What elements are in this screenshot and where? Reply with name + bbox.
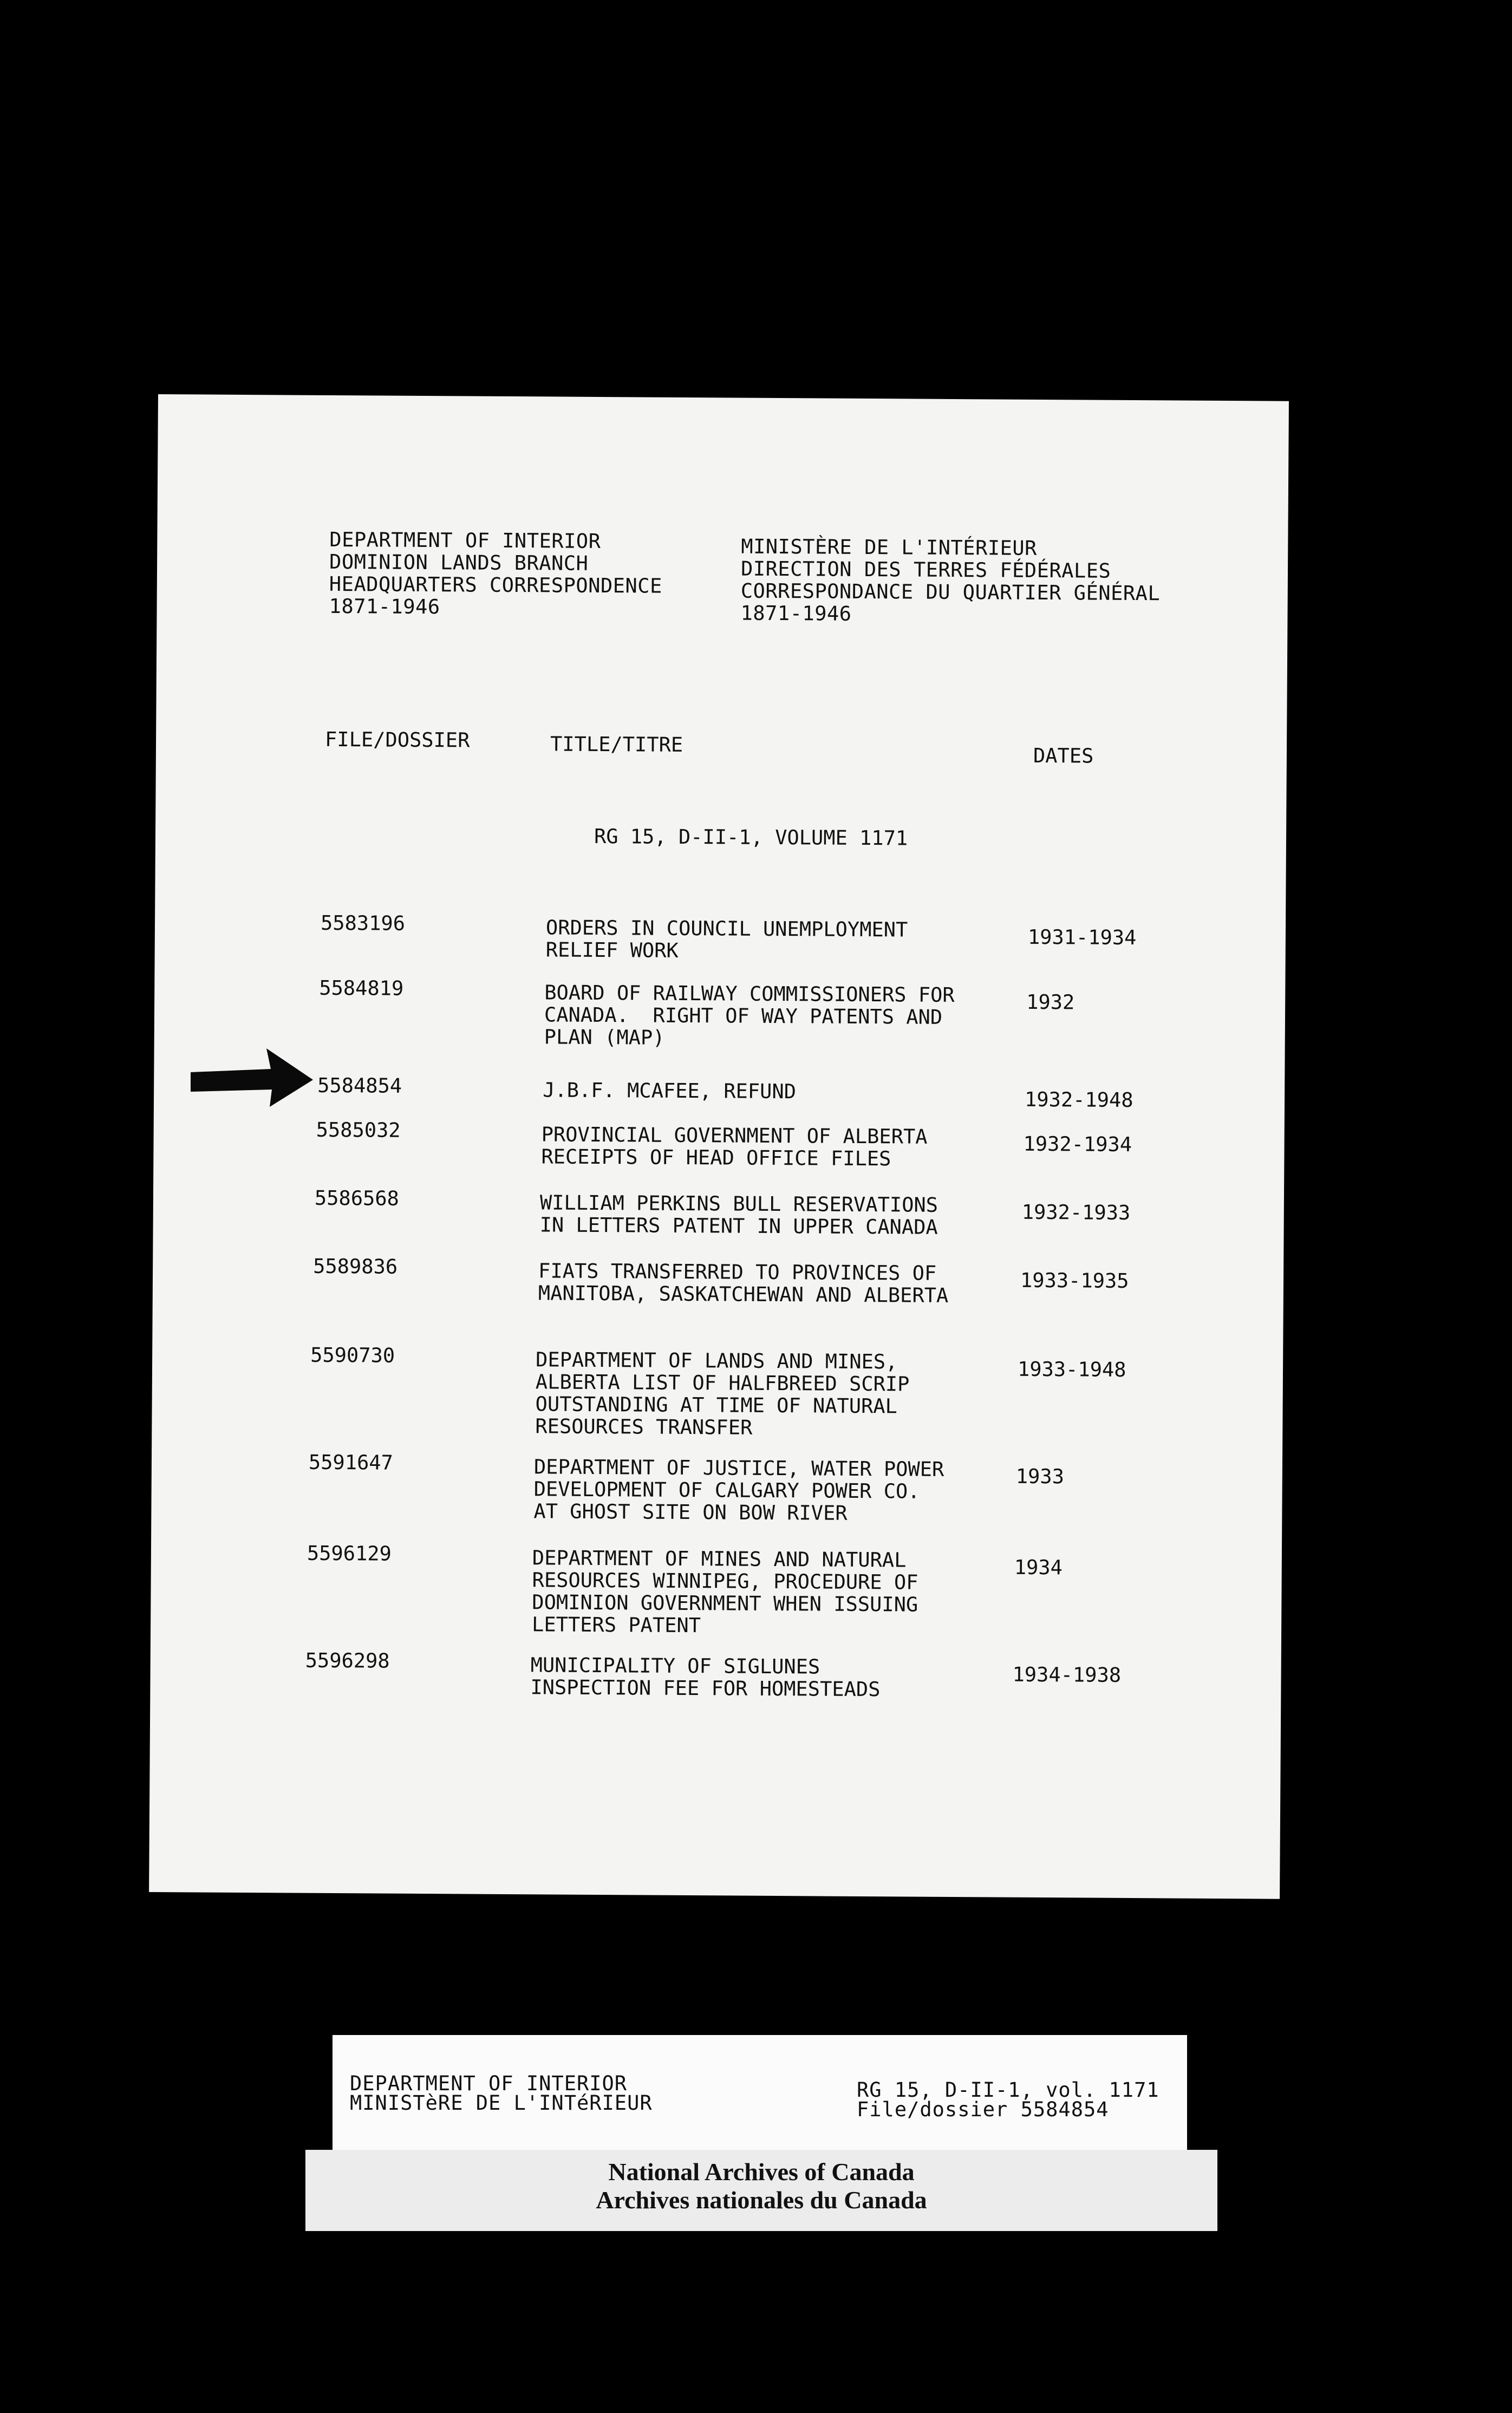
file-title: FIATS TRANSFERRED TO PROVINCES OF MANITOBA, SASKATCHEWAN AND ALBERTA [538,1259,949,1307]
label-reference-line: File/dossier 5584854 [857,2098,1109,2121]
file-dates: 1931-1934 [1027,925,1137,950]
file-dates: 1933-1948 [1017,1357,1126,1381]
header-french-line: 1871-1946 [740,601,852,625]
file-dates: 1933 [1015,1464,1065,1489]
file-dates: 1934 [1014,1555,1063,1580]
label-reference-line: RG 15, D-II-1, vol. 1171 [857,2078,1159,2102]
archive-stamp [305,2150,1217,2231]
file-dates: 1932 [1026,990,1075,1014]
file-dates: 1932-1934 [1023,1132,1132,1157]
file-number: 5589836 [313,1254,398,1279]
file-title: J.B.F. MCAFEE, REFUND [543,1078,797,1104]
label-department [350,2074,653,2113]
header-english-line: DOMINION LANDS BRANCH [329,550,589,575]
label-department-line: DEPARTMENT OF INTERIOR [350,2072,628,2095]
file-title: ORDERS IN COUNCIL UNEMPLOYMENT RELIEF WORK [545,916,908,962]
archive-name-french: Archives nationales du Canada [596,2186,927,2214]
file-number: 5590730 [310,1343,395,1367]
file-number: 5585032 [316,1118,401,1142]
file-number: 5584819 [319,976,404,1000]
file-number: 5583196 [320,911,406,935]
file-number: 5596129 [307,1541,392,1566]
file-title: DEPARTMENT OF JUSTICE, WATER POWER DEVELOPMENT OF CALGARY POWER CO. AT GHOST SITE ON BOW RIVER [533,1455,944,1525]
file-title: DEPARTMENT OF LANDS AND MINES, ALBERTA LIST OF HALFBREED SCRIP OUTSTANDING AT TIME OF NATURAL RESOURCES TRANSFER [535,1348,910,1439]
document-page [149,394,1289,1899]
header-english-line: 1871-1946 [329,594,440,619]
header-english [329,529,662,619]
file-title: BOARD OF RAILWAY COMMISSIONERS FOR CANADA. RIGHT OF WAY PATENTS AND PLAN (MAP) [544,981,955,1049]
file-dates: 1934-1938 [1012,1662,1122,1687]
file-dates: 1933-1935 [1020,1268,1129,1293]
header-french-line: CORRESPONDANCE DU QUARTIER GÉNÉRAL [740,579,1161,605]
file-label [333,2035,1187,2150]
arrow-right-icon [191,1048,313,1107]
label-department-line: MINISTèRE DE L'INTéRIEUR [350,2091,653,2115]
header-english-line: DEPARTMENT OF INTERIOR [329,527,601,553]
header-french-line: DIRECTION DES TERRES FÉDÉRALES [740,557,1111,583]
file-dates: 1932-1948 [1024,1087,1133,1112]
column-header-file: FILE/DOSSIER [324,727,470,752]
column-header-title: TITLE/TITRE [550,732,683,756]
file-dates: 1932-1933 [1021,1200,1131,1224]
file-number: 5596298 [305,1648,390,1673]
volume-heading: RG 15, D-II-1, VOLUME 1171 [594,824,908,850]
archive-name-english: National Archives of Canada [608,2158,915,2186]
header-french-line: MINISTÈRE DE L'INTÉRIEUR [741,534,1038,560]
header-french [740,536,1160,627]
file-number: 5584854 [317,1073,402,1098]
file-title: DEPARTMENT OF MINES AND NATURAL RESOURCES WINNIPEG, PROCEDURE OF DOMINION GOVERNMENT WHEN ISSUING LETTERS PATENT [532,1546,918,1638]
file-number: 5586568 [314,1186,400,1210]
header-english-line: HEADQUARTERS CORRESPONDENCE [329,572,662,598]
column-header-dates: DATES [1033,744,1094,768]
label-reference [857,2078,1159,2121]
file-number: 5591647 [308,1450,394,1475]
file-title: PROVINCIAL GOVERNMENT OF ALBERTA RECEIPTS OF HEAD OFFICE FILES [541,1123,928,1171]
file-title: WILLIAM PERKINS BULL RESERVATIONS IN LETTERS PATENT IN UPPER CANADA [539,1191,939,1239]
file-title: MUNICIPALITY OF SIGLUNES INSPECTION FEE FOR HOMESTEADS [530,1653,881,1701]
